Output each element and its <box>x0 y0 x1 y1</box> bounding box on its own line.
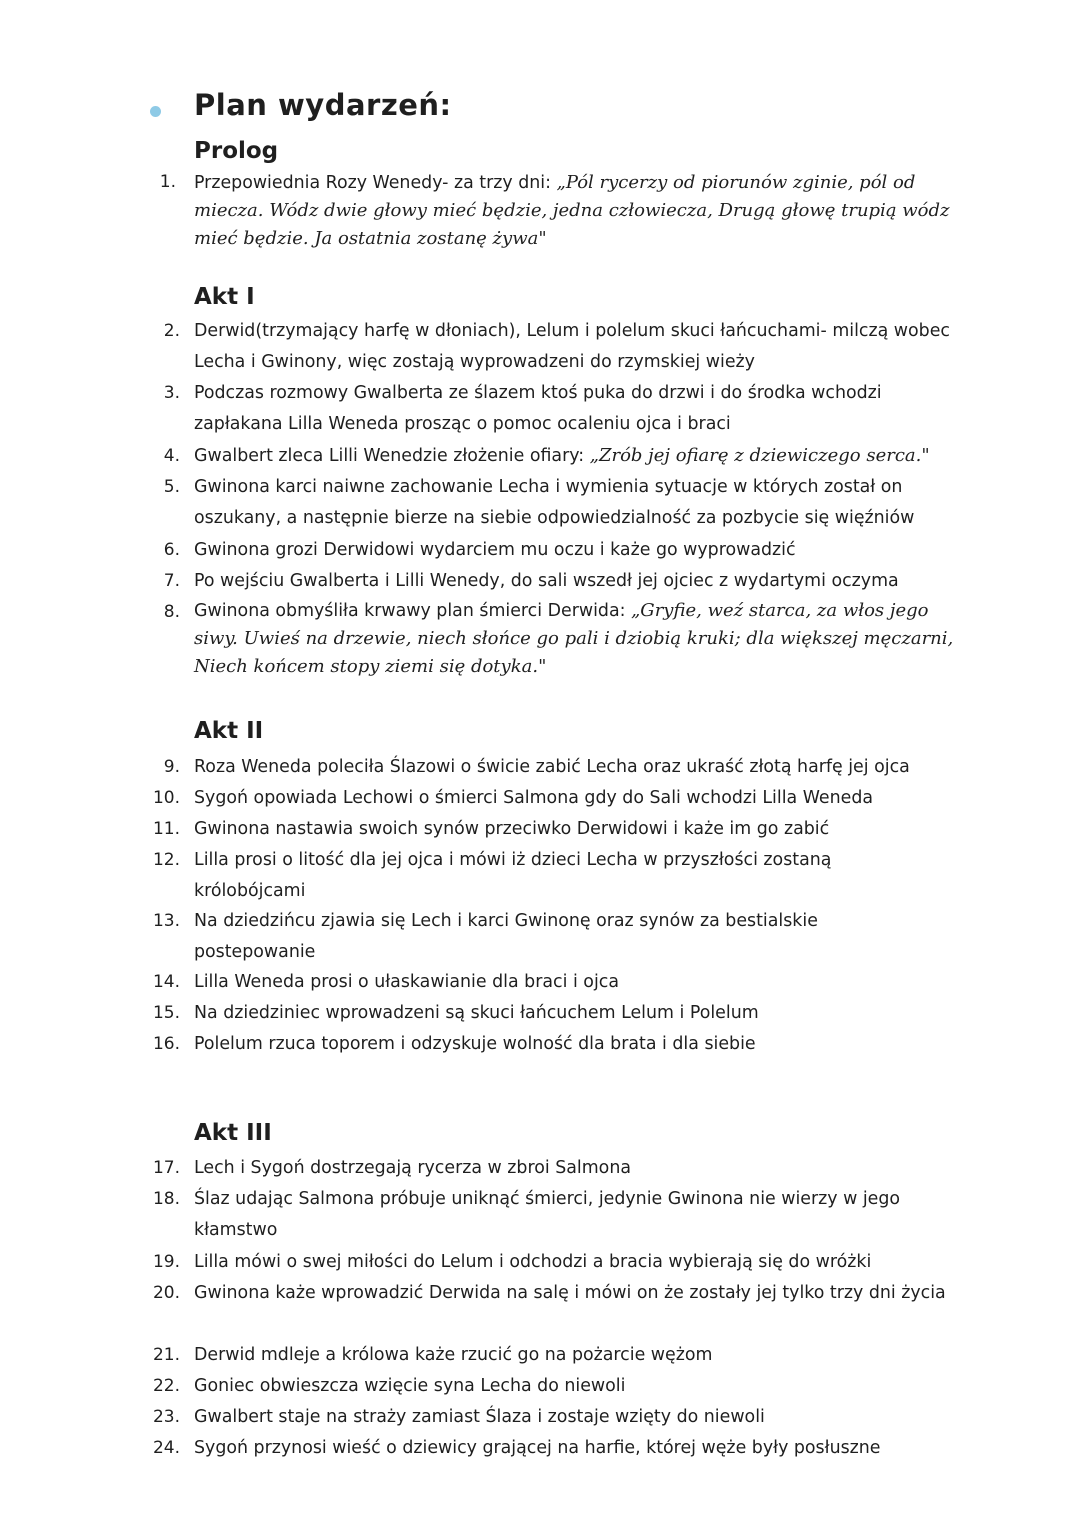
bullet-dot <box>150 106 161 117</box>
item-text-intro: Gwinona obmyśliła krwawy plan śmierci Derwida: <box>194 601 631 621</box>
item-text: Lilla prosi o litość dla jej ojca i mówi iż dzieci Lecha w przyszłości zostaną królobójcami <box>194 850 832 901</box>
item-text: Gwinona nastawia swoich synów przeciwko Derwidowi i każe im go zabić <box>194 819 830 839</box>
item-quote: „Gryfie, weź starca, za włos jego siwy. Uwieś na drzewie, niech słońce go pali i dziobią kruki; dla większej męczarni, Niech końcem stopy ziemi się dotyka." <box>194 600 954 677</box>
item-number: 16. <box>152 1034 180 1054</box>
item-text: Polelum rzuca toporem i odzyskuje wolność dla brata i dla siebie <box>194 1034 756 1054</box>
item-text <box>194 441 954 472</box>
item-number: 15. <box>152 1003 180 1023</box>
item-text: Po wejściu Gwalberta i Lilli Wenedy, do sali wszedł jej ojciec z wydartymi oczyma <box>194 571 899 591</box>
item-text: Roza Weneda poleciła Ślazowi o świcie zabić Lecha oraz ukraść złotą harfę jej ojca <box>194 757 910 777</box>
item-text: Ślaz udając Salmona próbuje uniknąć śmierci, jedynie Gwinona nie wierzy w jego kłamstwo <box>194 1189 901 1240</box>
item-text: Sygoń opowiada Lechowi o śmierci Salmona gdy do Sali wchodzi Lilla Weneda <box>194 788 874 808</box>
item-number: 20. <box>152 1283 180 1303</box>
item-number: 11. <box>152 819 180 839</box>
item-number: 22. <box>152 1376 180 1396</box>
item-number: 1. <box>159 172 176 192</box>
item-text: Lech i Sygoń dostrzegają rycerza w zbroi Salmona <box>194 1158 631 1178</box>
item-text: Derwid mdleje a królowa każe rzucić go na pożarcie wężom <box>194 1345 713 1365</box>
item-number: 6. <box>163 540 180 560</box>
item-text: Gwinona każe wprowadzić Derwida na salę i mówi on że zostały jej tylko trzy dni życia <box>194 1283 946 1303</box>
item-text <box>194 169 954 253</box>
item-text-intro: Gwalbert zleca Lilli Wenedzie złożenie ofiary: <box>194 446 590 466</box>
item-number: 10. <box>152 788 180 808</box>
item-number: 21. <box>152 1345 180 1365</box>
item-text: Lilla mówi o swej miłości do Lelum i odchodzi a bracia wybierają się do wróżki <box>194 1252 872 1272</box>
item-text: Gwinona grozi Derwidowi wydarciem mu oczu i każe go wyprowadzić <box>194 540 796 560</box>
item-number: 12. <box>152 850 180 870</box>
item-number: 8. <box>163 602 180 622</box>
section-title-prolog: Prolog <box>194 138 279 164</box>
page-title: Plan wydarzeń: <box>194 88 452 122</box>
item-text: Sygoń przynosi wieść o dziewicy grającej na harfie, której węże były posłuszne <box>194 1438 881 1458</box>
section-title-akt-3: Akt III <box>194 1120 272 1146</box>
item-text-intro: Przepowiednia Rozy Wenedy- za trzy dni: <box>194 173 557 193</box>
item-number: 13. <box>152 911 180 931</box>
item-number: 4. <box>163 446 180 466</box>
item-number: 24. <box>152 1438 180 1458</box>
item-text: Derwid(trzymający harfę w dłoniach), Lelum i polelum skuci łańcuchami- milczą wobec Lecha i Gwinony, więc zostają wyprowadzeni do rzymskiej wieży <box>194 321 950 372</box>
item-number: 14. <box>152 972 180 992</box>
section-title-akt-1: Akt I <box>194 284 255 310</box>
item-text: Gwinona karci naiwne zachowanie Lecha i wymienia sytuacje w których został on oszukany, a następnie bierze na siebie odpowiedzialność za pozbycie się więźniów <box>194 477 915 528</box>
item-quote: „Pól rycerzy od piorunów zginie, pól od miecza. Wódz dwie głowy mieć będzie, jedna człowiecza, Drugą głowę trupią wódz mieć będzie. Ja ostatnia zostanę żywa" <box>194 172 950 249</box>
item-number: 7. <box>163 571 180 591</box>
item-number: 2. <box>163 321 180 341</box>
item-text <box>194 597 954 681</box>
section-title-akt-2: Akt II <box>194 718 264 744</box>
item-number: 23. <box>152 1407 180 1427</box>
item-number: 19. <box>152 1252 180 1272</box>
item-text: Goniec obwieszcza wzięcie syna Lecha do niewoli <box>194 1376 626 1396</box>
item-number: 5. <box>163 477 180 497</box>
item-number: 3. <box>163 383 180 403</box>
item-number: 17. <box>152 1158 180 1178</box>
item-number: 9. <box>163 757 180 777</box>
item-text: Gwalbert staje na straży zamiast Ślaza i zostaje wzięty do niewoli <box>194 1407 765 1427</box>
item-quote: „Zrób jej ofiarę z dziewiczego serca." <box>589 445 930 466</box>
item-text: Na dziedzińcu zjawia się Lech i karci Gwinonę oraz synów za bestialskie postepowanie <box>194 911 818 962</box>
item-text: Lilla Weneda prosi o ułaskawianie dla braci i ojca <box>194 972 619 992</box>
item-number: 18. <box>152 1189 180 1209</box>
item-text: Podczas rozmowy Gwalberta ze ślazem ktoś puka do drzwi i do środka wchodzi zapłakana Lilla Weneda prosząc o pomoc ocaleniu ojca i braci <box>194 383 882 434</box>
item-text: Na dziedziniec wprowadzeni są skuci łańcuchem Lelum i Polelum <box>194 1003 759 1023</box>
